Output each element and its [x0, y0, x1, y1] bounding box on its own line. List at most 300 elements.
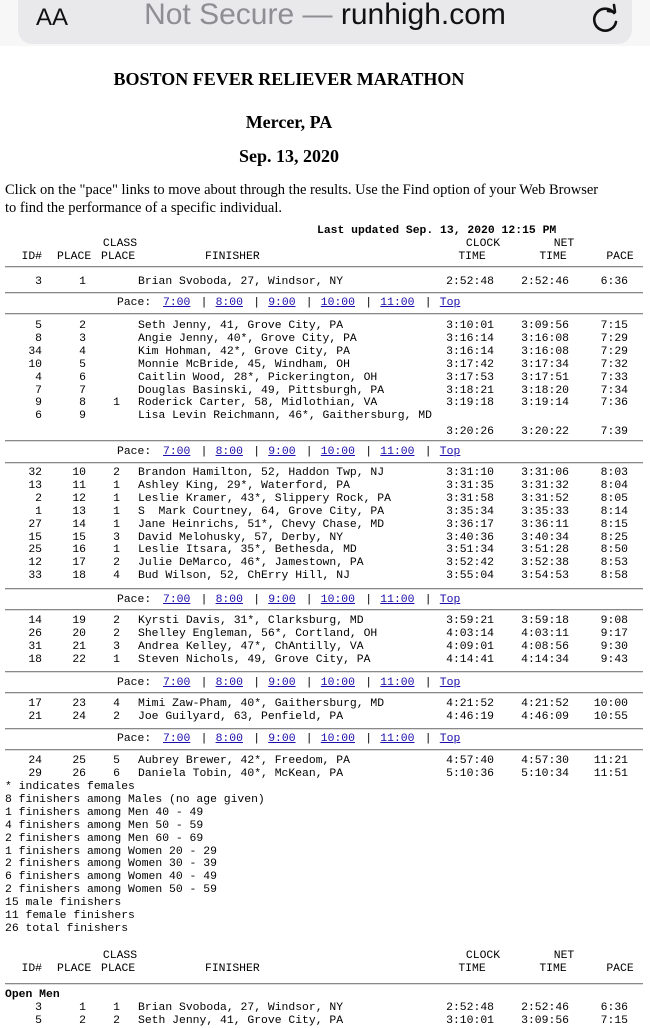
result-clock-time: 3:51:34 [446, 544, 494, 557]
result-clock-time: 4:57:40 [446, 755, 494, 767]
result-net-time: 3:35:33 [521, 505, 569, 518]
result-pace: 11:51 [593, 767, 628, 780]
result-place: 3 [79, 332, 86, 345]
result-finisher: Brian Svoboda, 27, Windsor, NY [138, 1002, 344, 1014]
pace-link-11-00[interactable]: 11:00 [380, 594, 415, 606]
pace-nav-separator: | [305, 733, 313, 745]
result-pace: 8:50 [600, 544, 628, 557]
result-id: 18 [28, 653, 42, 666]
pace-nav-separator: | [253, 677, 261, 689]
result-class-place: 3 [113, 531, 120, 544]
pace-nav-separator: | [424, 677, 432, 689]
result-id: 24 [28, 755, 42, 767]
pace-nav-separator: | [305, 297, 313, 309]
url-display[interactable] [0, 0, 650, 32]
result-id: 15 [28, 531, 42, 544]
result-id: 10 [28, 358, 42, 371]
result-id: 5 [35, 320, 42, 332]
pace-nav-separator: | [200, 446, 208, 458]
result-net-time: 3:20:22 [521, 426, 569, 439]
result-id: 9 [35, 397, 42, 410]
header-clock-time: TIME [458, 962, 486, 975]
result-id: 31 [28, 640, 42, 653]
result-clock-time: 3:36:17 [446, 518, 494, 531]
pace-link-11-00[interactable]: 11:00 [380, 677, 415, 689]
pace-nav-separator: | [253, 446, 261, 458]
divider [5, 292, 643, 294]
result-net-time: 4:21:52 [521, 698, 569, 710]
result-place: 6 [79, 371, 86, 384]
result-pace: 7:39 [600, 426, 628, 439]
pace-link-7-00[interactable]: 7:00 [163, 594, 191, 606]
result-clock-time: 3:40:36 [446, 531, 494, 544]
pace-nav-separator: | [305, 594, 313, 606]
result-place: 8 [79, 397, 86, 410]
result-net-time: 3:16:08 [521, 345, 569, 358]
result-class-place: 4 [113, 698, 120, 710]
result-place: 13 [72, 505, 86, 518]
divider [5, 462, 643, 464]
result-clock-time: 2:52:48 [446, 1002, 494, 1014]
divider [5, 266, 643, 268]
result-place: 1 [79, 1002, 86, 1014]
summary-line: 11 female finishers [5, 910, 135, 922]
pace-nav-separator: | [253, 733, 261, 745]
pace-top-link[interactable]: Top [439, 677, 461, 689]
result-finisher: Leslie Kramer, 43*, Slippery Rock, PA [138, 492, 391, 505]
header-net: NET [553, 950, 575, 962]
result-pace: 7:15 [600, 320, 628, 332]
summary-line: 1 finishers among Men 40 - 49 [5, 806, 204, 819]
result-pace: 9:17 [600, 627, 628, 640]
result-place: 19 [72, 615, 86, 627]
pace-link-7-00[interactable]: 7:00 [163, 297, 191, 309]
header-place: PLACE [57, 250, 92, 263]
divider [5, 671, 643, 673]
result-place: 18 [72, 570, 86, 583]
pace-top-link[interactable]: Top [439, 733, 461, 745]
header-clock: CLOCK [465, 238, 501, 250]
result-net-time: 4:14:34 [521, 653, 569, 666]
result-pace: 7:15 [600, 1014, 628, 1027]
last-updated: Last updated Sep. 13, 2020 12:15 PM [317, 225, 557, 237]
result-net-time: 4:57:30 [521, 755, 569, 767]
header-class-place: PLACE [101, 250, 136, 263]
pace-nav-separator: | [424, 446, 432, 458]
result-class-place: 1 [113, 653, 120, 666]
result-pace: 10:55 [593, 710, 628, 723]
reload-icon[interactable] [588, 2, 622, 36]
result-clock-time: 3:31:10 [446, 467, 494, 479]
result-net-time: 3:09:56 [521, 320, 569, 332]
result-clock-time: 3:35:34 [446, 505, 494, 518]
result-pace: 9:43 [600, 653, 628, 666]
not-secure-label: Not Secure [144, 0, 295, 31]
result-finisher: Kim Hohman, 42*, Grove City, PA [138, 345, 350, 358]
result-id: 5 [35, 1014, 42, 1027]
result-clock-time: 3:31:58 [446, 492, 494, 505]
result-finisher: Seth Jenny, 41, Grove City, PA [138, 320, 344, 332]
header-pace: PACE [606, 962, 634, 975]
pace-nav-separator: | [200, 677, 208, 689]
pace-top-link[interactable]: Top [439, 446, 461, 458]
result-net-time: 4:08:56 [521, 640, 569, 653]
result-net-time: 3:09:56 [521, 1014, 569, 1027]
result-clock-time: 3:17:53 [446, 371, 494, 384]
result-net-time: 5:10:34 [521, 767, 569, 780]
result-finisher: Aubrey Brewer, 42*, Freedom, PA [138, 755, 350, 767]
result-clock-time: 3:16:14 [446, 332, 494, 345]
result-class-place: 2 [113, 557, 120, 570]
result-id: 6 [35, 410, 42, 423]
result-finisher: Mimi Zaw-Pham, 40*, Gaithersburg, MD [138, 698, 385, 710]
result-pace: 6:36 [600, 276, 628, 288]
header-clock-time: TIME [458, 250, 486, 263]
pace-nav-separator: | [253, 297, 261, 309]
result-place: 21 [72, 640, 86, 653]
result-class-place: 1 [113, 544, 120, 557]
result-pace: 7:33 [600, 371, 628, 384]
result-id: 13 [28, 479, 42, 492]
pace-nav-separator: | [365, 677, 373, 689]
result-clock-time: 3:10:01 [446, 1014, 494, 1027]
result-class-place: 1 [113, 479, 120, 492]
pace-nav-separator: | [365, 594, 373, 606]
pace-link-10-00[interactable]: 10:00 [320, 594, 355, 606]
result-clock-time: 4:21:52 [446, 698, 494, 710]
result-place: 12 [72, 492, 86, 505]
divider [5, 983, 643, 985]
result-place: 16 [72, 544, 86, 557]
result-class-place: 2 [113, 710, 120, 723]
open-men-heading: Open Men [5, 989, 60, 1001]
result-finisher: Caitlin Wood, 28*, Pickerington, OH [138, 371, 378, 384]
result-id: 3 [35, 1002, 42, 1014]
pace-nav-separator: | [253, 594, 261, 606]
result-net-time: 3:17:51 [521, 371, 569, 384]
summary-line: * indicates females [5, 781, 135, 793]
pace-link-8-00[interactable]: 8:00 [215, 677, 243, 689]
result-clock-time: 4:03:14 [446, 627, 494, 640]
pace-link-10-00[interactable]: 10:00 [320, 297, 355, 309]
pace-link-10-00[interactable]: 10:00 [320, 733, 355, 745]
result-class-place: 5 [113, 755, 120, 767]
result-finisher: Brian Svoboda, 27, Windsor, NY [138, 276, 344, 288]
divider [5, 440, 643, 442]
result-net-time: 3:19:14 [521, 397, 569, 410]
result-finisher: Shelley Engleman, 56*, Cortland, OH [138, 627, 378, 640]
pace-nav-separator: | [365, 446, 373, 458]
result-class-place: 2 [113, 1014, 120, 1027]
result-pace: 9:08 [600, 615, 628, 627]
result-place: 23 [72, 698, 86, 710]
summary-line: 2 finishers among Men 60 - 69 [5, 832, 204, 845]
result-pace: 8:15 [600, 518, 628, 531]
result-place: 17 [72, 557, 86, 570]
result-net-time: 3:59:18 [521, 615, 569, 627]
pace-link-11-00[interactable]: 11:00 [380, 297, 415, 309]
summary-line: 2 finishers among Women 50 - 59 [5, 884, 217, 897]
result-clock-time: 4:14:41 [446, 653, 494, 666]
result-id: 33 [28, 570, 42, 583]
header-class: CLASS [102, 950, 138, 962]
result-net-time: 3:36:11 [521, 518, 569, 531]
divider [5, 749, 643, 751]
result-pace: 8:58 [600, 570, 628, 583]
result-finisher: Jane Heinrichs, 51*, Chevy Chase, MD [138, 518, 385, 531]
result-place: 1 [79, 276, 86, 288]
divider [5, 313, 643, 315]
result-net-time: 3:16:08 [521, 332, 569, 345]
pace-link-9-00[interactable]: 9:00 [268, 297, 296, 309]
result-pace: 8:25 [600, 531, 628, 544]
result-id: 26 [28, 627, 42, 640]
instructions-text: Click on the "pace" links to move about through the results. Use the Find option of your Web Browser to find the performance of a specific individual. [5, 182, 599, 216]
url-separator: — [294, 0, 341, 31]
result-pace: 6:36 [600, 1002, 628, 1014]
result-clock-time: 3:17:42 [446, 358, 494, 371]
result-net-time: 2:52:46 [521, 1002, 569, 1014]
result-finisher: Kyrsti Davis, 31*, Clarksburg, MD [138, 615, 364, 627]
header-id: ID# [21, 250, 42, 263]
pace-nav-separator: | [424, 297, 432, 309]
pace-link-8-00[interactable]: 8:00 [215, 446, 243, 458]
result-place: 2 [79, 320, 86, 332]
result-pace: 7:32 [600, 358, 628, 371]
result-id: 3 [35, 276, 42, 288]
pace-link-7-00[interactable]: 7:00 [163, 446, 191, 458]
result-finisher: David Melohusky, 57, Derby, NY [138, 531, 344, 544]
result-place: 14 [72, 518, 86, 531]
result-finisher: Joe Guilyard, 63, Penfield, PA [138, 710, 344, 723]
result-clock-time: 3:52:42 [446, 557, 494, 570]
result-net-time: 2:52:46 [521, 276, 569, 288]
result-pace: 8:05 [600, 492, 628, 505]
result-class-place: 6 [113, 767, 120, 780]
result-class-place: 3 [113, 640, 120, 653]
divider [5, 728, 643, 730]
result-class-place: 2 [113, 627, 120, 640]
pace-nav-label: Pace: [117, 733, 152, 745]
divider [5, 588, 643, 590]
result-id: 14 [28, 615, 42, 627]
summary-line: 26 total finishers [5, 922, 129, 935]
header-clock: CLOCK [465, 950, 501, 962]
result-id: 17 [28, 698, 42, 710]
result-finisher: Brandon Hamilton, 52, Haddon Twp, NJ [138, 467, 385, 479]
pace-nav-separator: | [365, 733, 373, 745]
header-net-time: TIME [539, 962, 567, 975]
result-net-time: 3:31:06 [521, 467, 569, 479]
result-id: 29 [28, 767, 42, 780]
result-net-time: 3:17:34 [521, 358, 569, 371]
result-clock-time: 3:20:26 [446, 426, 494, 439]
result-id: 25 [28, 544, 42, 557]
result-finisher: Seth Jenny, 41, Grove City, PA [138, 1014, 344, 1027]
result-pace: 7:29 [600, 332, 628, 345]
result-clock-time: 3:19:18 [446, 397, 494, 410]
result-finisher: Monnie McBride, 45, Windham, OH [138, 358, 350, 371]
pace-nav-label: Pace: [117, 677, 152, 689]
result-pace: 8:14 [600, 505, 628, 518]
result-finisher: Julie DeMarco, 46*, Jamestown, PA [138, 557, 364, 570]
result-clock-time: 3:16:14 [446, 345, 494, 358]
result-clock-time: 4:46:19 [446, 710, 494, 723]
result-net-time: 3:18:20 [521, 384, 569, 397]
result-finisher: Andrea Kelley, 47*, ChAntilly, VA [138, 640, 364, 653]
result-id: 4 [35, 371, 42, 384]
pace-link-8-00[interactable]: 8:00 [215, 733, 243, 745]
result-class-place: 1 [113, 492, 120, 505]
reader-settings-button[interactable]: AA [36, 4, 69, 31]
result-id: 7 [35, 384, 42, 397]
result-finisher: Leslie Itsara, 35*, Bethesda, MD [138, 544, 357, 557]
pace-link-9-00[interactable]: 9:00 [268, 677, 296, 689]
summary-line: 8 finishers among Males (no age given) [5, 793, 265, 806]
summary-line: 2 finishers among Women 30 - 39 [5, 858, 217, 871]
pace-link-11-00[interactable]: 11:00 [380, 733, 415, 745]
race-location: Mercer, PA [245, 112, 333, 132]
result-finisher: Bud Wilson, 52, ChErry Hill, NJ [138, 570, 350, 583]
result-id: 34 [28, 345, 42, 358]
result-id: 27 [28, 518, 42, 531]
result-finisher: Daniela Tobin, 40*, McKean, PA [138, 767, 344, 780]
pace-link-8-00[interactable]: 8:00 [215, 297, 243, 309]
result-finisher: Lisa Levin Reichmann, 46*, Gaithersburg, MD [138, 410, 432, 423]
result-net-time: 3:31:52 [521, 492, 569, 505]
result-net-time: 3:54:53 [521, 570, 569, 583]
result-class-place: 1 [113, 505, 120, 518]
race-title: BOSTON FEVER RELIEVER MARATHON [113, 69, 465, 89]
result-place: 7 [79, 384, 86, 397]
result-id: 12 [28, 557, 42, 570]
summary-line: 15 male finishers [5, 897, 122, 910]
pace-nav-separator: | [424, 733, 432, 745]
result-clock-time: 4:09:01 [446, 640, 494, 653]
header-finisher: FINISHER [205, 962, 260, 975]
header-id: ID# [21, 962, 42, 975]
pace-link-9-00[interactable]: 9:00 [268, 446, 296, 458]
result-place: 9 [79, 410, 86, 423]
result-place: 25 [72, 755, 86, 767]
result-pace: 8:04 [600, 479, 628, 492]
result-finisher: Roderick Carter, 58, Midlothian, VA [138, 397, 378, 410]
summary-line: 4 finishers among Men 50 - 59 [5, 819, 204, 832]
result-class-place: 2 [113, 467, 120, 479]
result-place: 15 [72, 531, 86, 544]
browser-address-bar [0, 0, 650, 46]
result-id: 8 [35, 332, 42, 345]
pace-link-10-00[interactable]: 10:00 [320, 677, 355, 689]
result-finisher: S Mark Courtney, 64, Grove City, PA [138, 505, 385, 518]
result-place: 2 [79, 1014, 86, 1027]
pace-link-7-00[interactable]: 7:00 [163, 677, 191, 689]
result-place: 26 [72, 767, 86, 780]
pace-link-9-00[interactable]: 9:00 [268, 594, 296, 606]
summary-line: 6 finishers among Women 40 - 49 [5, 871, 217, 884]
result-finisher: Steven Nichols, 49, Grove City, PA [138, 653, 371, 666]
pace-nav-separator: | [305, 446, 313, 458]
pace-link-10-00[interactable]: 10:00 [320, 446, 355, 458]
result-pace: 8:53 [600, 557, 628, 570]
pace-top-link[interactable]: Top [439, 297, 461, 309]
pace-link-7-00[interactable]: 7:00 [163, 733, 191, 745]
pace-nav-separator: | [365, 297, 373, 309]
pace-nav-separator: | [200, 733, 208, 745]
pace-nav-label: Pace: [117, 446, 152, 458]
header-pace: PACE [606, 250, 634, 263]
result-place: 22 [72, 653, 86, 666]
url-host: runhigh.com [340, 0, 506, 31]
result-id: 2 [35, 492, 42, 505]
result-pace: 7:34 [600, 384, 628, 397]
pace-nav-label: Pace: [117, 297, 152, 309]
result-clock-time: 3:59:21 [446, 615, 494, 627]
result-id: 32 [28, 467, 42, 479]
header-net-time: TIME [539, 250, 567, 263]
result-clock-time: 2:52:48 [446, 276, 494, 288]
result-clock-time: 3:55:04 [446, 570, 494, 583]
result-class-place: 4 [113, 570, 120, 583]
result-net-time: 3:52:38 [521, 557, 569, 570]
result-place: 20 [72, 627, 86, 640]
result-clock-time: 3:31:35 [446, 479, 494, 492]
divider [5, 609, 643, 611]
result-pace: 8:03 [600, 467, 628, 479]
pace-link-9-00[interactable]: 9:00 [268, 733, 296, 745]
result-finisher: Douglas Basinski, 49, Pittsburgh, PA [138, 384, 385, 397]
summary-line: 1 finishers among Women 20 - 29 [5, 845, 217, 858]
header-finisher: FINISHER [205, 250, 260, 263]
result-clock-time: 3:10:01 [446, 320, 494, 332]
result-clock-time: 5:10:36 [446, 767, 494, 780]
result-class-place: 1 [113, 397, 120, 410]
result-class-place: 1 [113, 1002, 120, 1014]
result-net-time: 3:51:28 [521, 544, 569, 557]
header-class: CLASS [102, 238, 138, 250]
header-net: NET [553, 238, 575, 250]
result-pace: 11:21 [593, 755, 628, 767]
result-place: 4 [79, 345, 86, 358]
result-pace: 9:30 [600, 640, 628, 653]
pace-nav-separator: | [200, 594, 208, 606]
result-net-time: 4:46:09 [521, 710, 569, 723]
race-date: Sep. 13, 2020 [238, 146, 339, 166]
pace-nav-separator: | [305, 677, 313, 689]
result-place: 11 [72, 479, 86, 492]
result-net-time: 3:40:34 [521, 531, 569, 544]
result-finisher: Angie Jenny, 40*, Grove City, PA [138, 332, 357, 345]
pace-link-11-00[interactable]: 11:00 [380, 446, 415, 458]
result-finisher: Ashley King, 29*, Waterford, PA [138, 479, 350, 492]
result-pace: 7:36 [600, 397, 628, 410]
result-place: 10 [72, 467, 86, 479]
pace-nav-label: Pace: [117, 594, 152, 606]
pace-link-8-00[interactable]: 8:00 [215, 594, 243, 606]
divider [5, 692, 643, 694]
result-id: 1 [35, 505, 42, 518]
result-pace: 10:00 [593, 698, 628, 710]
pace-nav-separator: | [200, 297, 208, 309]
result-net-time: 4:03:11 [521, 627, 569, 640]
header-place: PLACE [57, 962, 92, 975]
result-place: 24 [72, 710, 86, 723]
result-class-place: 2 [113, 615, 120, 627]
pace-top-link[interactable]: Top [439, 594, 461, 606]
result-place: 5 [79, 358, 86, 371]
result-net-time: 3:31:32 [521, 479, 569, 492]
result-clock-time: 3:18:21 [446, 384, 494, 397]
